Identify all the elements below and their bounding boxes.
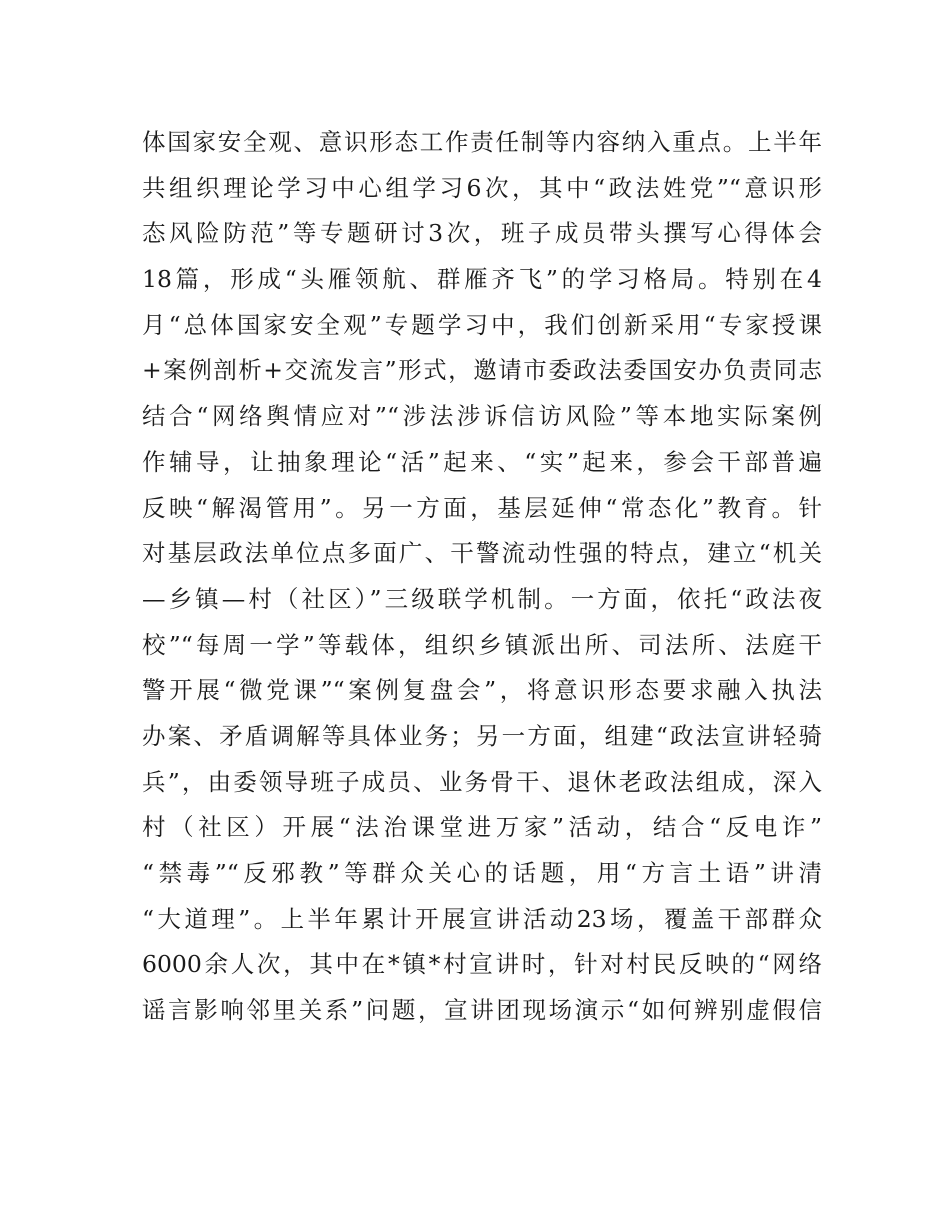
text-line: 体国家安全观、意识形态工作责任制等内容纳入重点。上半年 [142, 128, 822, 156]
text-line: 6000余人次，其中在*镇*村宣讲时，针对村民反映的“网络 [142, 950, 822, 979]
text-line: 对基层政法单位点多面广、干警流动性强的特点，建立“机关 [142, 539, 822, 568]
text-line: “禁毒”“反邪教”等群众关心的话题，用“方言土语”讲清 [142, 859, 822, 887]
text-line: 态风险防范”等专题研讨3次，班子成员带头撰写心得体会 [142, 219, 822, 248]
text-line: +案例剖析+交流发言”形式，邀请市委政法委国安办负责同志 [142, 356, 822, 385]
text-line: 村（社区）开展“法治课堂进万家”活动，结合“反电诈” [142, 813, 822, 842]
text-line: 反映“解渴管用”。另一方面，基层延伸“常态化”教育。针 [142, 493, 822, 522]
text-line: —乡镇—村（社区）”三级联学机制。一方面，依托“政法夜 [142, 584, 822, 613]
text-line: 结合“网络舆情应对”“涉法涉诉信访风险”等本地实际案例 [142, 402, 822, 431]
text-line: “大道理”。上半年累计开展宣讲活动23场，覆盖干部群众 [142, 904, 822, 933]
text-line: 校”“每周一学”等载体，组织乡镇派出所、司法所、法庭干 [142, 630, 822, 659]
text-line: 月“总体国家安全观”专题学习中，我们创新采用“专家授课 [142, 310, 822, 339]
text-line: 办案、矛盾调解等具体业务；另一方面，组建“政法宣讲轻骑 [142, 721, 822, 750]
text-line: 兵”，由委领导班子成员、业务骨干、退休老政法组成，深入 [142, 767, 822, 796]
text-line: 18篇，形成“头雁领航、群雁齐飞”的学习格局。特别在4 [142, 265, 822, 294]
text-line: 作辅导，让抽象理论“活”起来、“实”起来，参会干部普遍 [142, 447, 822, 476]
text-line: 警开展“微党课”“案例复盘会”，将意识形态要求融入执法 [142, 676, 822, 705]
body-paragraph [142, 120, 822, 1034]
text-line: 共组织理论学习中心组学习6次，其中“政法姓党”“意识形 [142, 173, 822, 202]
text-line: 谣言影响邻里关系”问题，宣讲团现场演示“如何辨别虚假信 [142, 996, 822, 1025]
